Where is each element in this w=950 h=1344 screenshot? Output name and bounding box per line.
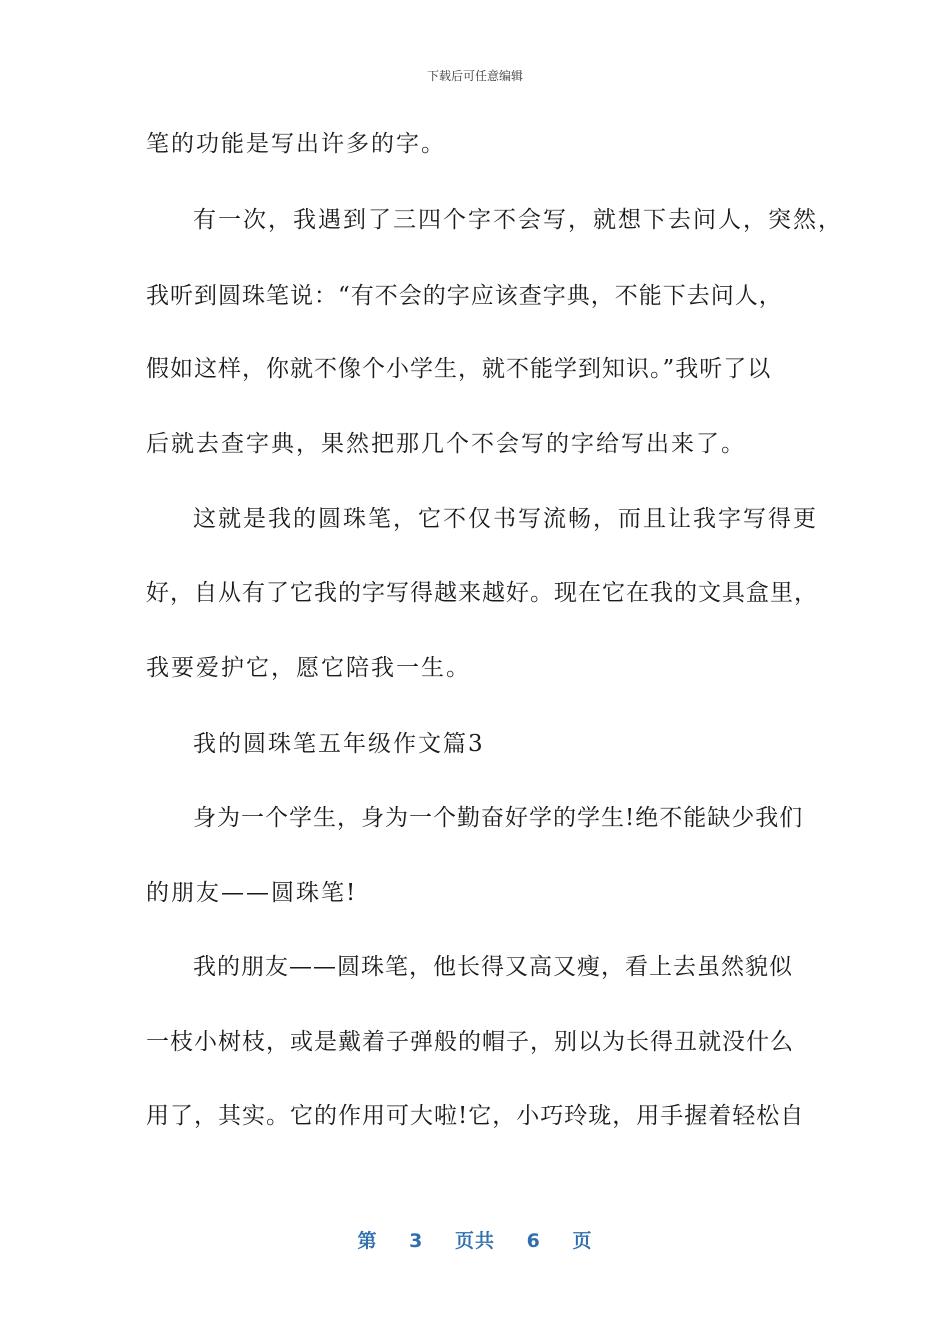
text-line: 我的朋友——圆珠笔，他长得又高又瘦，看上去虽然貌似 xyxy=(193,954,793,980)
footer-prefix: 第 xyxy=(357,1230,378,1252)
text-line: 好，自从有了它我的字写得越来越好。现在它在我的文具盒里， xyxy=(146,580,818,606)
page-header: 下载后可任意编辑 xyxy=(426,69,523,83)
footer-suffix: 页 xyxy=(572,1230,593,1252)
text-line: 我听到圆珠笔说：“有不会的字应该查字典，不能下去问人， xyxy=(146,283,783,309)
text-line: 一枝小树枝，或是戴着子弹般的帽子，别以为长得丑就没什么 xyxy=(146,1029,794,1055)
text-line: 身为一个学生，身为一个勤奋好学的学生!绝不能缺少我们 xyxy=(193,805,804,831)
text-line: 笔的功能是写出许多的字。 xyxy=(146,131,446,157)
current-page-number: 3 xyxy=(409,1230,424,1252)
text-line: 用了，其实。它的作用可大啦!它，小巧玲珑，用手握着轻松自 xyxy=(146,1103,805,1129)
footer-middle: 页共 xyxy=(454,1230,495,1252)
total-page-number: 6 xyxy=(526,1230,541,1252)
text-line: 的朋友——圆珠笔! xyxy=(146,880,358,906)
section-heading: 我的圆珠笔五年级作文篇3 xyxy=(193,731,485,757)
page-footer xyxy=(0,1226,950,1253)
text-line: 有一次，我遇到了三四个字不会写，就想下去问人，突然， xyxy=(193,207,843,233)
text-line: 后就去查字典，果然把那几个不会写的字给写出来了。 xyxy=(146,431,746,457)
text-line: 假如这样，你就不像个小学生，就不能学到知识。”我听了以 xyxy=(146,356,772,382)
text-line: 这就是我的圆珠笔，它不仅书写流畅，而且让我字写得更 xyxy=(193,506,818,532)
text-line: 我要爱护它，愿它陪我一生。 xyxy=(146,655,471,681)
